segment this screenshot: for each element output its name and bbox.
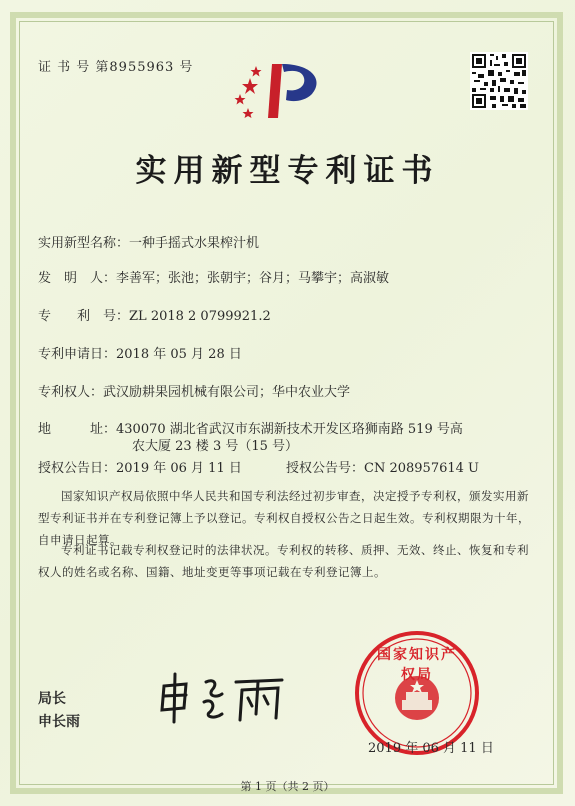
director-title: 局长 <box>38 691 66 707</box>
field-application-date <box>38 343 242 362</box>
notice-paragraph-2: 专利证书记载专利权登记时的法律状况。专利权的转移、质押、无效、终止、恢复和专利权人的姓名或名称、国籍、地址变更等事项记载在专利登记簿上。 <box>38 543 529 579</box>
page-title: 实用新型专利证书 <box>135 153 440 189</box>
seal-date: 2019 年 06 月 11 日 <box>368 741 494 756</box>
page-footer: 第 1 页（共 2 页） <box>240 780 335 793</box>
field-value: 武汉励耕果园机械有限公司；华中农业大学 <box>103 385 351 400</box>
field-grant-number <box>286 457 479 476</box>
field-label: 实用新型名称： <box>38 236 130 251</box>
field-name <box>38 232 259 251</box>
field-value: ZL 2018 2 0799921.2 <box>129 309 271 324</box>
field-label: 专利申请日： <box>38 347 117 362</box>
field-label: 地 址： <box>38 422 117 437</box>
director-signature-icon <box>156 668 296 728</box>
field-value: 李善军；张池；张朝宇；谷月；马攀宇；高淑敏 <box>116 271 390 286</box>
field-value: 一种手摇式水果榨汁机 <box>129 236 260 251</box>
field-label: 专利权人： <box>38 385 104 400</box>
cnipa-logo-icon <box>232 60 328 120</box>
field-value: CN 208957614 U <box>364 461 479 476</box>
field-label: 专 利 号： <box>38 309 130 324</box>
seal-text: 国家知识产权局 <box>377 647 457 683</box>
field-value: 农大厦 23 楼 3 号（15 号） <box>132 439 299 454</box>
notice-paragraph-1: 国家知识产权局依照中华人民共和国专利法经过初步审查，决定授予专利权，颁发实用新型专利证书并在专利登记簿上予以登记。专利权自授权公告之日起生效。专利权期限为十年，自申请日起算。 <box>38 489 530 547</box>
field-address-continued <box>132 435 298 454</box>
qr-code-icon <box>470 52 528 110</box>
field-patentee <box>38 381 350 400</box>
field-patent-number <box>38 305 271 324</box>
field-inventors <box>38 267 389 286</box>
field-value: 2019 年 06 月 11 日 <box>116 461 242 476</box>
field-value: 430070 湖北省武汉市东湖新技术开发区珞狮南路 519 号高 <box>116 422 463 437</box>
director-name: 申长雨 <box>38 714 80 730</box>
field-grant-date <box>38 457 242 476</box>
field-label: 发 明 人： <box>38 271 117 286</box>
certificate-number: 证 书 号 第8955963 号 <box>38 60 194 75</box>
field-label: 授权公告日： <box>38 461 117 476</box>
field-label: 授权公告号： <box>286 461 365 476</box>
field-value: 2018 年 05 月 28 日 <box>116 347 242 362</box>
